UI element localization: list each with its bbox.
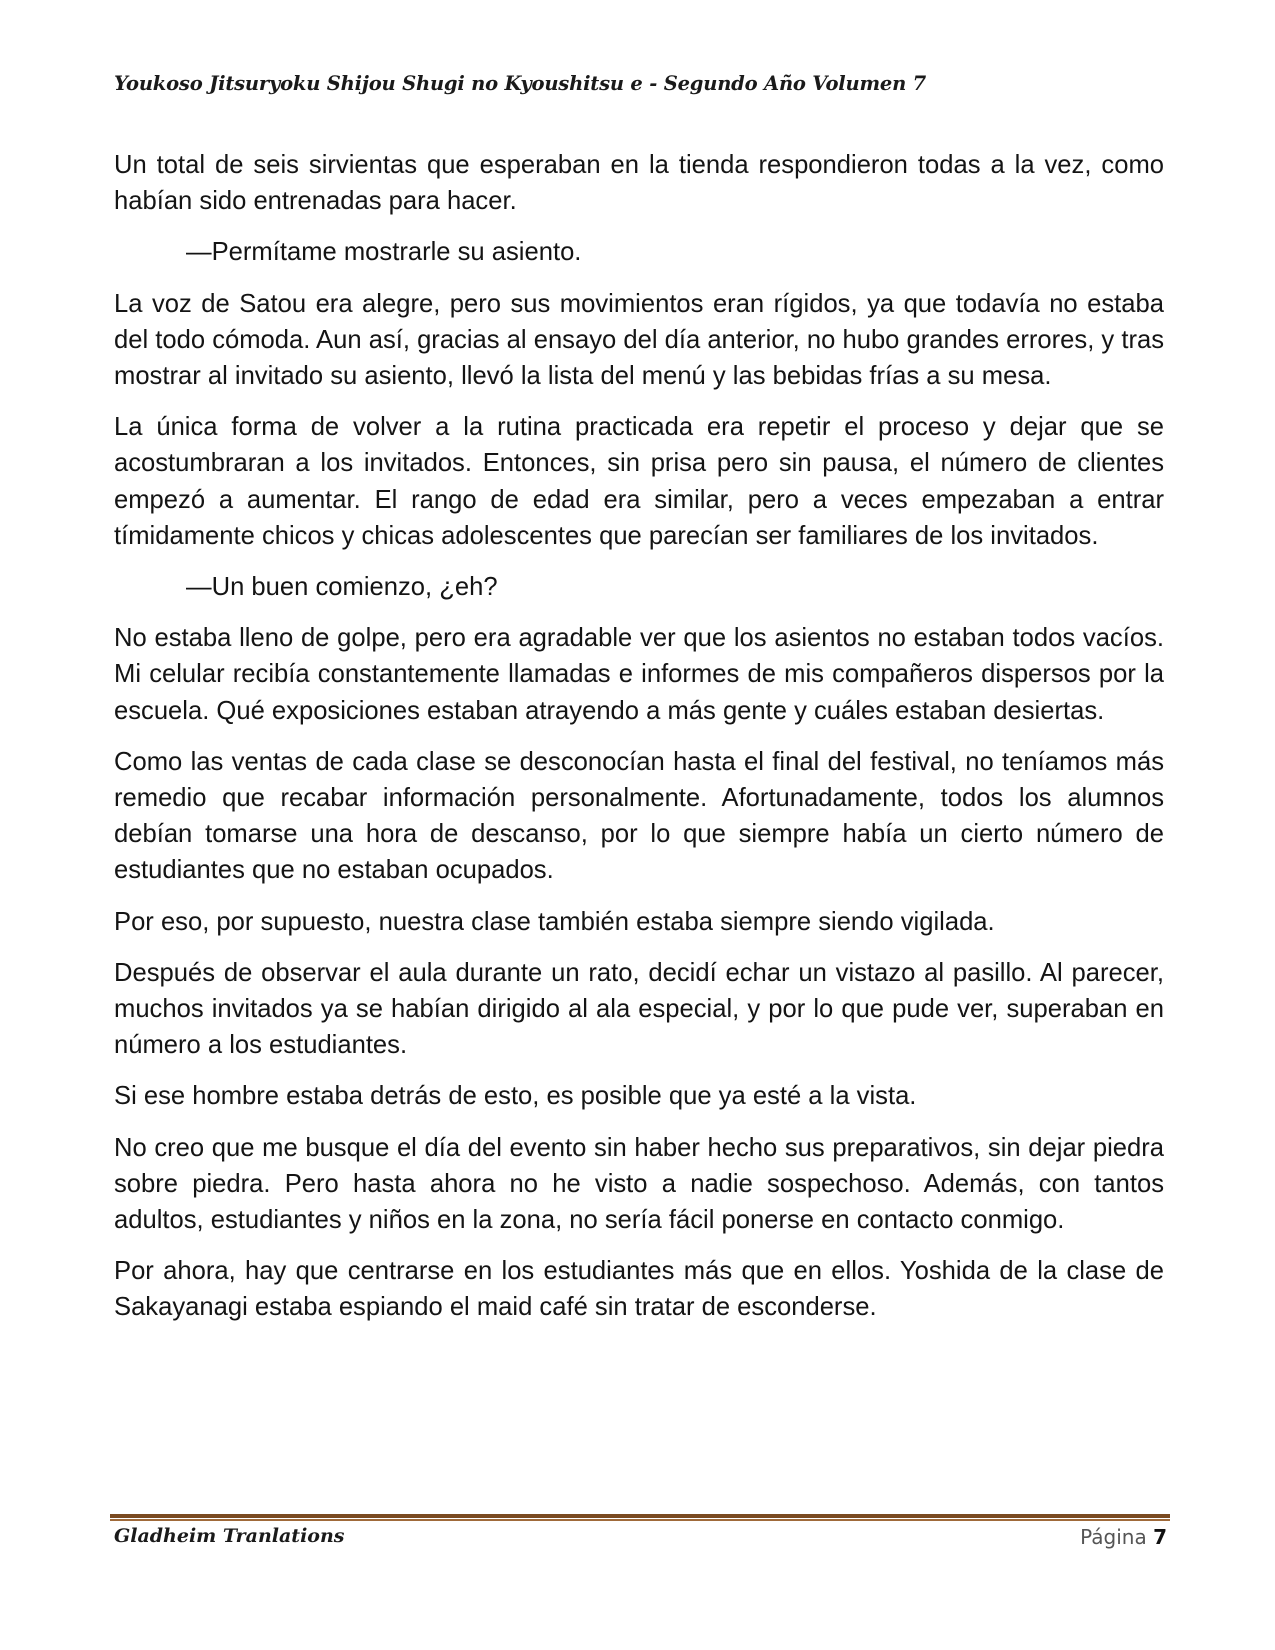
chapter-body bbox=[114, 147, 1164, 1341]
dialogue-1: —Permítame mostrarle su asiento. bbox=[186, 238, 582, 267]
footer-page-label: Página bbox=[1080, 1525, 1147, 1549]
paragraph-1: Un total de seis sirvientas que esperaban en la tienda respondieron todas a la vez, como habían sido entrenadas para hacer. bbox=[114, 151, 1164, 216]
paragraph-9: No creo que me busque el día del evento sin haber hecho sus preparativos, sin dejar piedra sobre piedra. Pero hasta ahora no he visto a nadie sospechoso. Además, con tantos adultos, estudiantes y niños en la zona, no sería fácil ponerse en contacto conmigo. bbox=[114, 1133, 1164, 1235]
paragraph-5: Como las ventas de cada clase se desconocían hasta el final del festival, no teníamos más remedio que recabar información personalmente. Afortunadamente, todos los alumnos debían tomarse una hora de descanso, por lo que siempre había un cierto número de estudiantes que no estaban ocupados. bbox=[114, 747, 1164, 885]
paragraph-7: Después de observar el aula durante un rato, decidí echar un vistazo al pasillo. Al parecer, muchos invitados ya se habían dirigido al ala especial, y por lo que pude ver, superaban en número a los estudiantes. bbox=[114, 958, 1164, 1060]
footer-credit: Gladheim Tranlations bbox=[114, 1525, 345, 1547]
footer-page-indicator bbox=[1080, 1525, 1167, 1549]
paragraph-4: No estaba lleno de golpe, pero era agradable ver que los asientos no estaban todos vacíos. Mi celular recibía constantemente llamadas e informes de mis compañeros dispersos por la escuela. Qué exposiciones estaban atrayendo a más gente y cuáles estaban desiertas. bbox=[114, 624, 1164, 725]
dialogue-2: —Un buen comienzo, ¿eh? bbox=[186, 573, 498, 602]
paragraph-3: La única forma de volver a la rutina practicada era repetir el proceso y dejar que se acostumbraran a los invitados. Entonces, sin prisa pero sin pausa, el número de clientes empezó a aumentar. El rango de edad era similar, pero a veces empezaban a entrar tímidamente chicos y chicas adolescentes que parecían ser familiares de los invitados. bbox=[114, 413, 1164, 550]
paragraph-10: Por ahora, hay que centrarse en los estudiantes más que en ellos. Yoshida de la clase de Sakayanagi estaba espiando el maid café sin tratar de esconderse. bbox=[114, 1257, 1164, 1322]
footer-divider bbox=[110, 1514, 1170, 1521]
paragraph-8: Si ese hombre estaba detrás de esto, es posible que ya esté a la vista. bbox=[114, 1082, 917, 1111]
footer-divider-thin bbox=[110, 1519, 1170, 1521]
paragraph-6: Por eso, por supuesto, nuestra clase también estaba siempre siendo vigilada. bbox=[114, 907, 995, 936]
paragraph-2: La voz de Satou era alegre, pero sus movimientos eran rígidos, ya que todavía no estaba del todo cómoda. Aun así, gracias al ensayo del día anterior, no hubo grandes errores, y tras mostrar al invitado su asiento, llevó la lista del menú y las bebidas frías a su mesa. bbox=[114, 289, 1164, 391]
footer-page-number: 7 bbox=[1153, 1525, 1167, 1549]
page-header-title: Youkoso Jitsuryoku Shijou Shugi no Kyoushitsu e - Segundo Año Volumen 7 bbox=[114, 72, 927, 95]
